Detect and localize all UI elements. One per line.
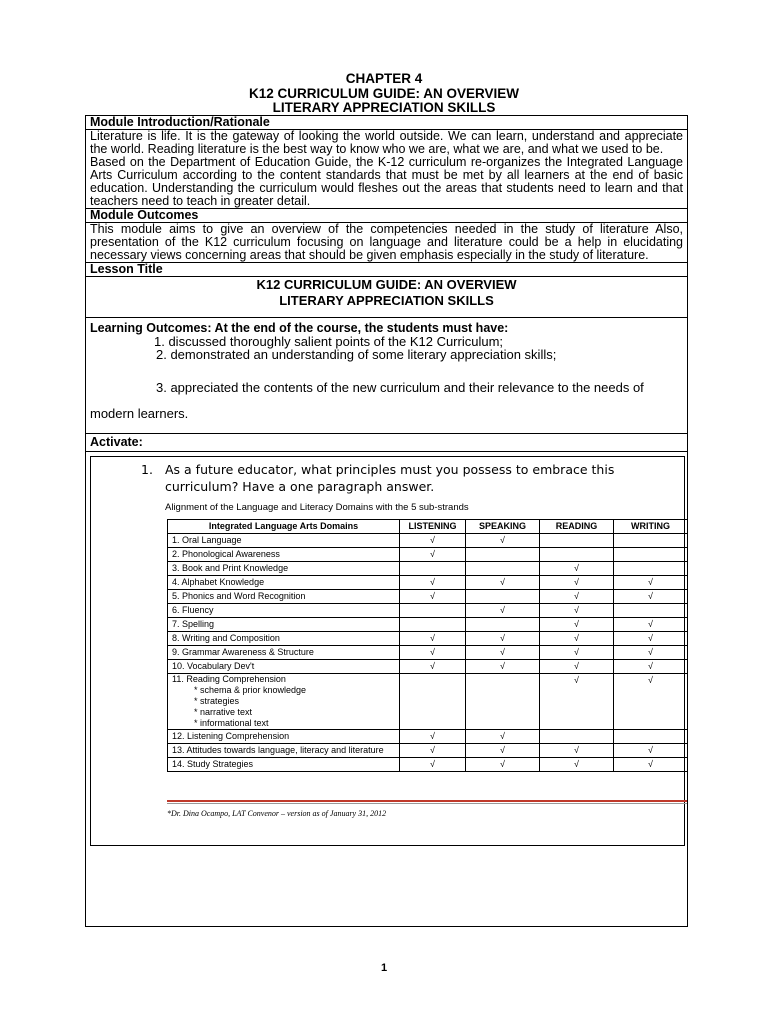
speaking-cell [466,562,540,576]
chapter-title: K12 CURRICULUM GUIDE: AN OVERVIEW [248,85,520,101]
writing-cell: √ [614,758,688,772]
lesson-title-label: Lesson Title [86,263,688,277]
alignment-title: Alignment of the Language and Literacy Domains with the 5 sub-strands [165,502,469,513]
table-row [168,562,688,576]
domain-cell: 7. Spelling [168,618,400,632]
table-row [168,730,688,744]
footnote: *Dr. Dina Ocampo, LAT Convenor – version as of January 31, 2012 [167,809,387,818]
writing-cell [614,562,688,576]
table-row [168,744,688,758]
domain-cell: 8. Writing and Composition [168,632,400,646]
domain-cell: 9. Grammar Awareness & Structure [168,646,400,660]
speaking-cell: √ [466,660,540,674]
footnote-divider-grey [167,803,687,804]
lesson-title-line1: K12 CURRICULUM GUIDE: AN OVERVIEW [256,277,517,292]
col-header-writing: WRITING [614,520,688,534]
domain-cell: 14. Study Strategies [168,758,400,772]
listening-cell [400,604,466,618]
writing-cell [614,730,688,744]
footnote-divider-red [167,800,687,802]
speaking-cell [466,618,540,632]
listening-cell: √ [400,744,466,758]
speaking-cell: √ [466,632,540,646]
listening-cell: √ [400,632,466,646]
alignment-table [167,519,688,772]
module-outcomes-label: Module Outcomes [86,209,688,223]
learning-outcomes-cell [86,318,688,434]
writing-cell: √ [614,618,688,632]
speaking-cell: √ [466,604,540,618]
listening-cell: √ [400,590,466,604]
col-header-domains: Integrated Language Arts Domains [168,520,400,534]
listening-cell [400,618,466,632]
writing-cell: √ [614,590,688,604]
reading-cell: √ [540,562,614,576]
question-line1: As a future educator, what principles must you possess to embrace this [165,462,615,477]
page-header [0,72,768,116]
col-header-speaking: SPEAKING [466,520,540,534]
rc-sub-3: * narrative text [194,707,253,717]
learning-outcome-3: 3. appreciated the contents of the new curriculum and their relevance to the needs of [156,380,644,395]
writing-cell [614,548,688,562]
domain-cell: 1. Oral Language [168,534,400,548]
writing-cell [614,534,688,548]
reading-cell: √ [540,758,614,772]
question-number: 1. [141,462,153,477]
reading-cell: √ [540,576,614,590]
speaking-cell: √ [466,758,540,772]
listening-cell: √ [400,758,466,772]
module-intro-body [86,130,688,209]
writing-cell: √ [614,674,688,730]
domain-cell: 3. Book and Print Knowledge [168,562,400,576]
table-row [168,660,688,674]
module-intro-label: Module Introduction/Rationale [86,116,688,130]
speaking-cell: √ [466,730,540,744]
writing-cell: √ [614,646,688,660]
activate-label: Activate: [86,434,688,452]
learning-outcome-3-cont: modern learners. [90,406,189,421]
listening-cell [400,674,466,730]
listening-cell: √ [400,646,466,660]
speaking-cell: √ [466,576,540,590]
activate-box [90,456,685,846]
domain-cell: 12. Listening Comprehension [168,730,400,744]
chapter-label: CHAPTER 4 [345,71,423,86]
activate-question [141,461,614,495]
table-row [168,618,688,632]
listening-cell [400,562,466,576]
speaking-cell: √ [466,744,540,758]
domain-cell: 5. Phonics and Word Recognition [168,590,400,604]
question-line2: curriculum? Have a one paragraph answer. [165,479,435,494]
reading-cell: √ [540,660,614,674]
rc-sub-4: * informational text [194,718,269,728]
reading-cell: √ [540,590,614,604]
listening-cell: √ [400,730,466,744]
activate-cell [86,452,688,927]
lesson-title-line2: LITERARY APPRECIATION SKILLS [279,293,494,308]
writing-cell: √ [614,660,688,674]
reading-cell: √ [540,604,614,618]
chapter-subtitle: LITERARY APPRECIATION SKILLS [272,100,496,115]
module-intro-para2: Based on the Department of Education Guide, the K-12 curriculum re-organizes the Integrated Language Arts Curriculum according to the content standards that must be met by all learners at the end of basic education. Understanding the curriculum would fleshes out the areas that students need to learn and that teachers need to teach in greater detail. [90,155,683,208]
speaking-cell [466,590,540,604]
reading-cell [540,534,614,548]
writing-cell [614,604,688,618]
speaking-cell: √ [466,646,540,660]
learning-outcomes-title: Learning Outcomes: At the end of the course, the students must have: [90,321,509,335]
learning-outcome-1: 1. discussed thoroughly salient points of the K12 Curriculum; [154,334,504,349]
table-row [168,534,688,548]
module-intro-para1: Literature is life. It is the gateway of looking the world outside. We can learn, understand and appreciate the world. Reading literature is the best way to know who we are, what we are, and what we used to be. [90,129,683,156]
listening-cell: √ [400,534,466,548]
rc-domain: 11. Reading Comprehension [172,674,286,684]
reading-cell: √ [540,632,614,646]
table-row [168,548,688,562]
reading-cell: √ [540,744,614,758]
reading-cell: √ [540,674,614,730]
domain-cell: 10. Vocabulary Dev't [168,660,400,674]
table-row [168,646,688,660]
page-number: 1 [380,962,388,974]
table-row [168,604,688,618]
col-header-reading: READING [540,520,614,534]
learning-outcome-2: 2. demonstrated an understanding of some literary appreciation skills; [156,347,557,362]
rc-sub-2: * strategies [194,696,240,706]
listening-cell: √ [400,576,466,590]
table-row [168,758,688,772]
reading-cell [540,548,614,562]
speaking-cell [466,674,540,730]
writing-cell: √ [614,744,688,758]
domain-cell: 4. Alphabet Knowledge [168,576,400,590]
reading-cell [540,730,614,744]
rc-sub-1: * schema & prior knowledge [194,685,307,695]
speaking-cell [466,548,540,562]
table-row [168,632,688,646]
speaking-cell: √ [466,534,540,548]
col-header-listening: LISTENING [400,520,466,534]
writing-cell: √ [614,576,688,590]
table-row [168,590,688,604]
module-table [85,115,688,927]
domain-cell [168,674,400,730]
table-row [168,576,688,590]
listening-cell: √ [400,548,466,562]
module-outcomes-body: This module aims to give an overview of the competencies needed in the study of literature Also, presentation of the K12 curriculum focusing on language and literature could be a help in elucidating necessary views concerning areas that should be given emphasis especially in the study of literature. [86,223,688,263]
writing-cell: √ [614,632,688,646]
domain-cell: 2. Phonological Awareness [168,548,400,562]
reading-cell: √ [540,618,614,632]
listening-cell: √ [400,660,466,674]
reading-cell: √ [540,646,614,660]
domain-cell: 13. Attitudes towards language, literacy and literature [168,744,400,758]
domain-cell: 6. Fluency [168,604,400,618]
lesson-title-cell [86,277,688,318]
table-row [168,674,688,730]
